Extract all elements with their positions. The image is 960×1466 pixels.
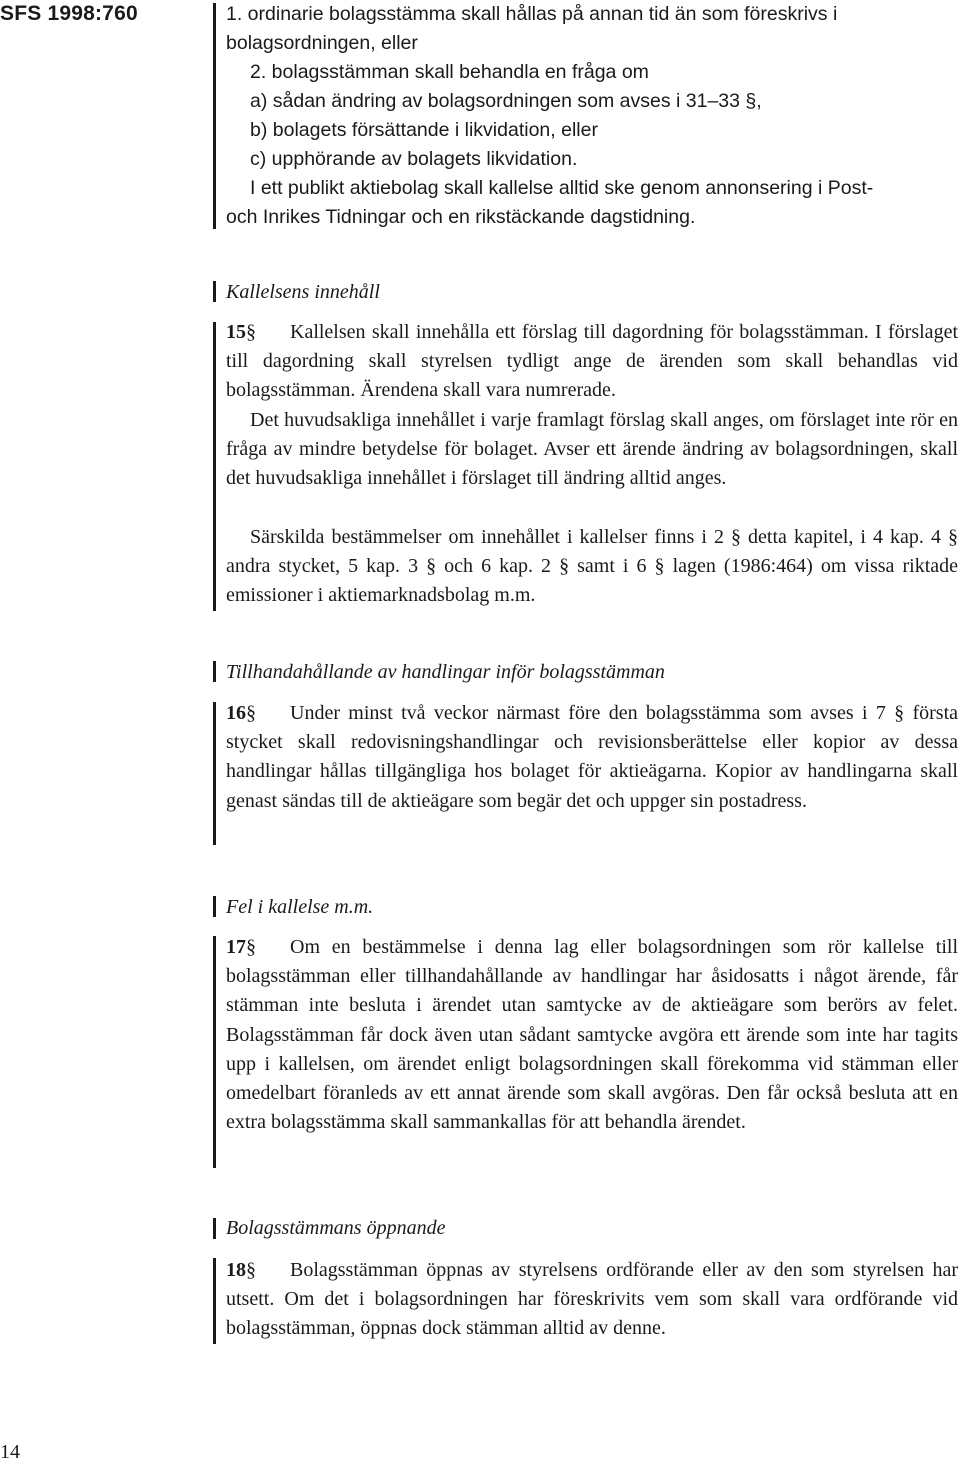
section-17-paragraph-1 [226,933,958,1137]
list-item: och Inrikes Tidningar och en rikstäckande dagstidning. [226,206,696,228]
margin-bar-s17-heading [213,896,216,917]
section-15-paragraph-3: Särskilda bestämmelser om innehållet i kallelser finns i 2 § detta kapitel, i 4 kap. 4 § andra stycket, 5 kap. 3 § och 6 kap. 2 § samt i 6 § lagen (1986:464) om vissa riktade emissioner i aktiemarknadsbolag m.m. [226,526,958,607]
section-sign: § [246,936,256,958]
list-item: 2. bolagsstämman skall behandla en fråga om [250,61,649,83]
margin-bar-s16 [213,702,216,845]
section-sign: § [246,702,256,724]
section-18-paragraph-1 [226,1256,958,1344]
list-item: bolagsordningen, eller [226,32,418,54]
section-15-paragraph-2: Det huvudsakliga innehållet i varje framlagt förslag skall anges, om förslaget inte rör en fråga av mindre betydelse för bolaget. Avser ett ärende ändring av bolagsordningen, skall det huvudsakliga innehållet i förslaget till ändring alltid anges. [226,409,958,490]
list-item: b) bolagets försättande i likvidation, eller [250,119,598,141]
paragraph-text: Kallelsen skall innehålla ett förslag till dagordning för bolagsstämman. I förslaget till dagordning skall styrelsen tydligt ange de ärenden som skall behandlas vid bolagsstämman. Ärendena skall vara numrerade. [226,321,958,402]
section-number: 16 [226,702,246,724]
list-item: 1. ordinarie bolagsstämma skall hållas på annan tid än som föreskrivs i [226,3,838,25]
margin-bar-s16-heading [213,661,216,682]
margin-bar-s18 [213,1258,216,1344]
section-heading: Kallelsens innehåll [226,281,380,303]
margin-bar-s15 [213,322,216,611]
paragraph-text: Bolagsstämman öppnas av styrelsens ordförande eller av den som styrelsen har utsett. Om det i bolagsordningen har föreskrivits vem som skall vara ordförande vid bolagsstämman, öppnas dock stämman alltid av denne. [226,1259,958,1340]
section-number: 18 [226,1259,246,1281]
section-heading: Fel i kallelse m.m. [226,896,374,918]
list-item: I ett publikt aktiebolag skall kallelse alltid ske genom annonsering i Post- [250,177,874,199]
section-16-paragraph-1 [226,699,958,816]
section-number: 17 [226,936,246,958]
list-item: c) upphörande av bolagets likvidation. [250,148,578,170]
section-number: 15 [226,321,246,343]
sfs-number: SFS 1998:760 [0,2,138,25]
margin-bar-s15-heading [213,281,216,302]
section-heading: Bolagsstämmans öppnande [226,1217,446,1239]
section-15-paragraph-1 [226,318,958,406]
page-number: 14 [0,1441,20,1463]
margin-bar-intro [213,3,216,229]
section-sign: § [246,1259,256,1281]
margin-bar-s18-heading [213,1218,216,1239]
paragraph-text: Under minst två veckor närmast före den bolagsstämma som avses i 7 § första stycket skall redovisningshandlingar och revisionsberättelse eller kopior av dessa handlingar hållas tillgängliga hos bolaget för aktieägarna. Kopior av handlingarna skall genast sändas till de aktieägare som begär det och uppger sin postadress. [226,702,958,812]
list-item: a) sådan ändring av bolagsordningen som avses i 31–33 §, [250,90,762,112]
paragraph-text: Om en bestämmelse i denna lag eller bolagsordningen som rör kallelse till bolagsstämman eller tillhandahållande av handlingar har åsidosatts i något ärende, får stämman inte besluta i ärendet utan samtycke av de aktieägare som berörs av felet. Bolagsstämman får dock även utan sådant samtycke avgöra ett ärende som inte har tagits upp i kallelsen, om ärendet enligt bolagsordningen skall förekomma vid stämman eller omedelbart föranleds av ett annat ärende som skall avgöras. Den får också besluta att en extra bolagsstämma skall sammankallas för att behandla ärendet. [226,936,958,1134]
section-heading: Tillhandahållande av handlingar inför bolagsstämman [226,661,665,683]
margin-bar-s17 [213,936,216,1168]
intro-list [226,0,960,232]
section-sign: § [246,321,256,343]
